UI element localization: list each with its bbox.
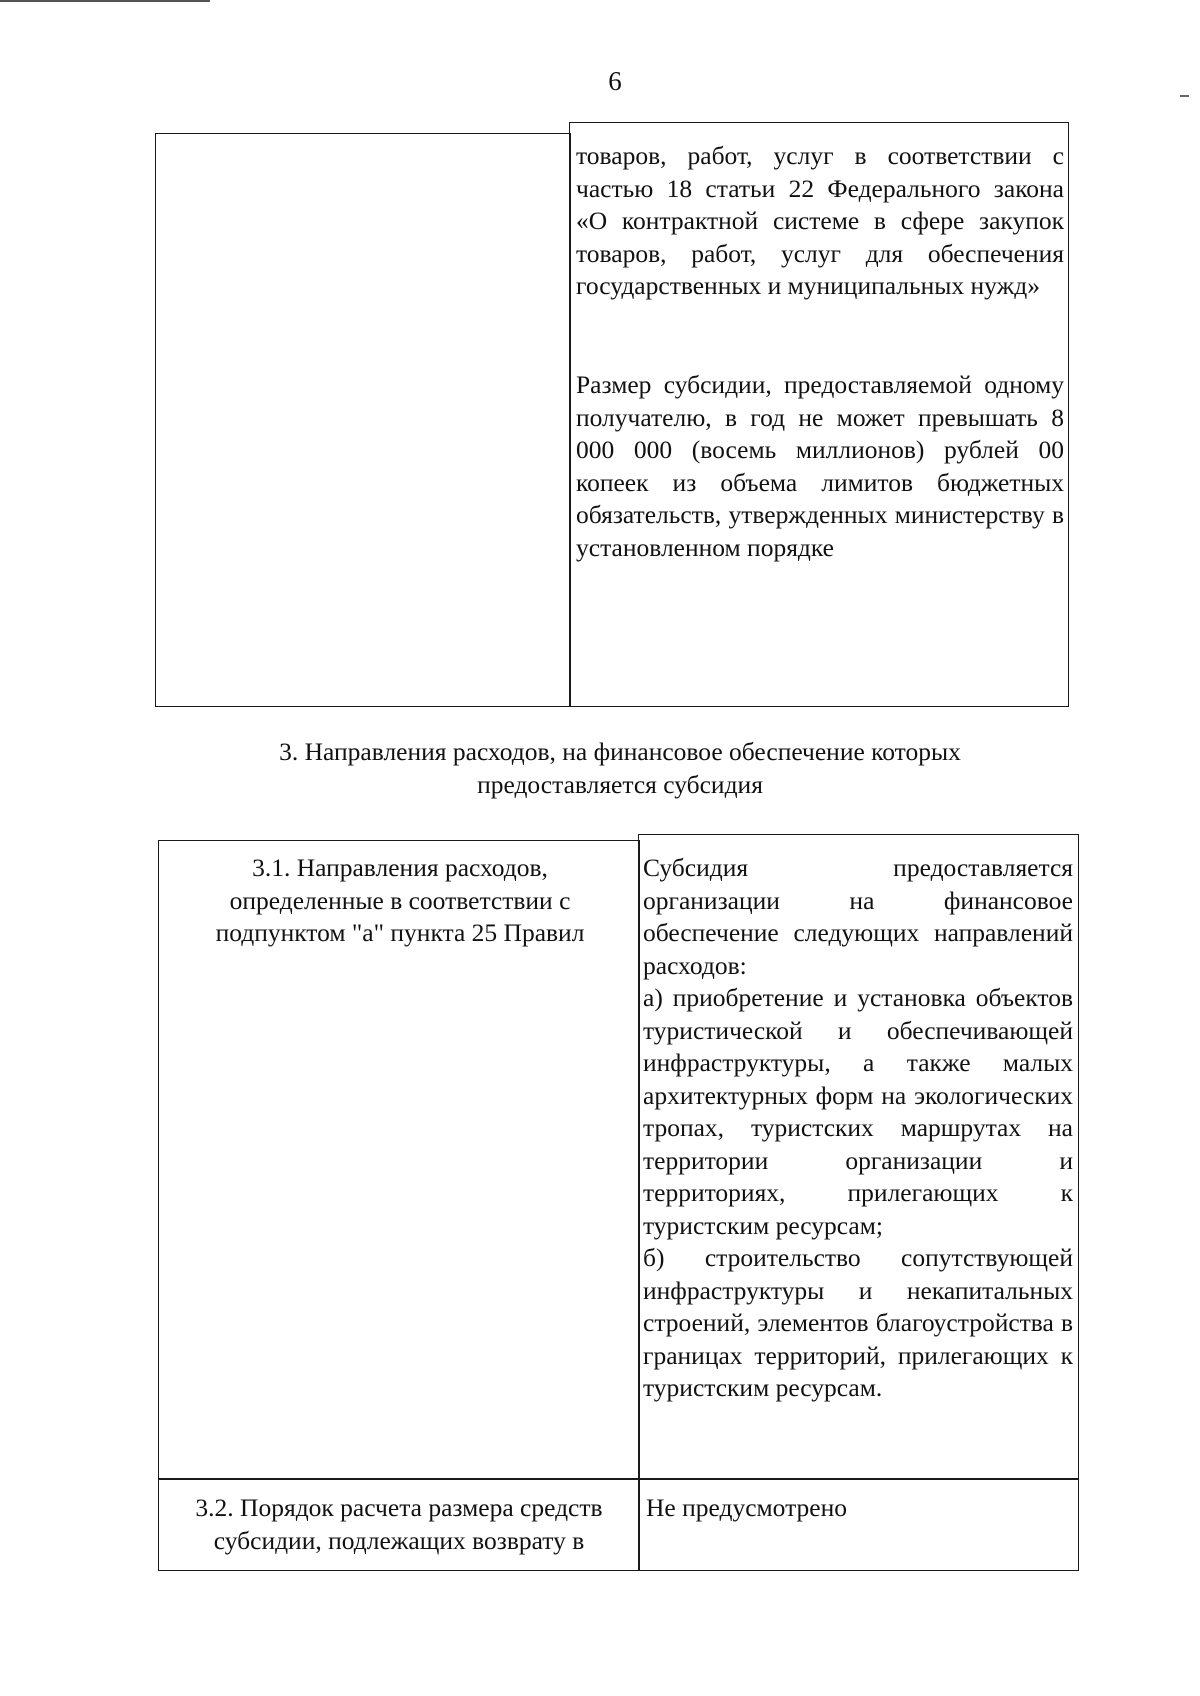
row-3-2-label: 3.2. Порядок расчета размера средств субсидии, подлежащих возврату в: [195, 1493, 603, 1555]
row-3-1-label: 3.1. Направления расходов, определенные в соответствии с подпунктом "а" пункта 25 Правил: [215, 853, 585, 947]
subsidy-amount-text: Размер субсидии, предоставляемой одному получателю, в год не может превышать 8 000 000 (восемь миллионов) рублей 00 копеек из объема лимитов бюджетных обязательств, утвержденных министерству в установленном порядке: [576, 370, 1064, 562]
section-3-heading: 3. Направления расходов, на финансовое обеспечение которых предоставляется субсидия: [279, 737, 961, 799]
row-3-2-value: Не предусмотрено: [646, 1493, 847, 1522]
continuation-table-left-cell: [155, 133, 571, 707]
row-3-1-value: [643, 852, 1073, 1405]
row-3-1-item-b: б) строительство сопутствующей инфраструктуры и некапитальных строений, элементов благоустройства в границах территорий, прилегающих к туристским ресурсам.: [643, 1243, 1073, 1402]
row-3-1-item-a: а) приобретение и установка объектов туристической и обеспечивающей инфраструктуры, а также малых архитектурных форм на экологических тропах, туристских маршрутах на территории организации и территориях, прилегающих к туристским ресурсам;: [643, 983, 1073, 1240]
row-3-1-intro: Субсидия предоставляется организации на финансовое обеспечение следующих направлений расходов:: [643, 853, 1073, 980]
scan-edge-mark: [0, 0, 210, 2]
procurement-law-text: товаров, работ, услуг в соответствии с частью 18 статьи 22 Федерального закона «О контрактной системе в сфере закупок товаров, работ, услуг для обеспечения государственных и муниципальных нужд»: [576, 141, 1064, 300]
page-number: 6: [608, 66, 622, 96]
